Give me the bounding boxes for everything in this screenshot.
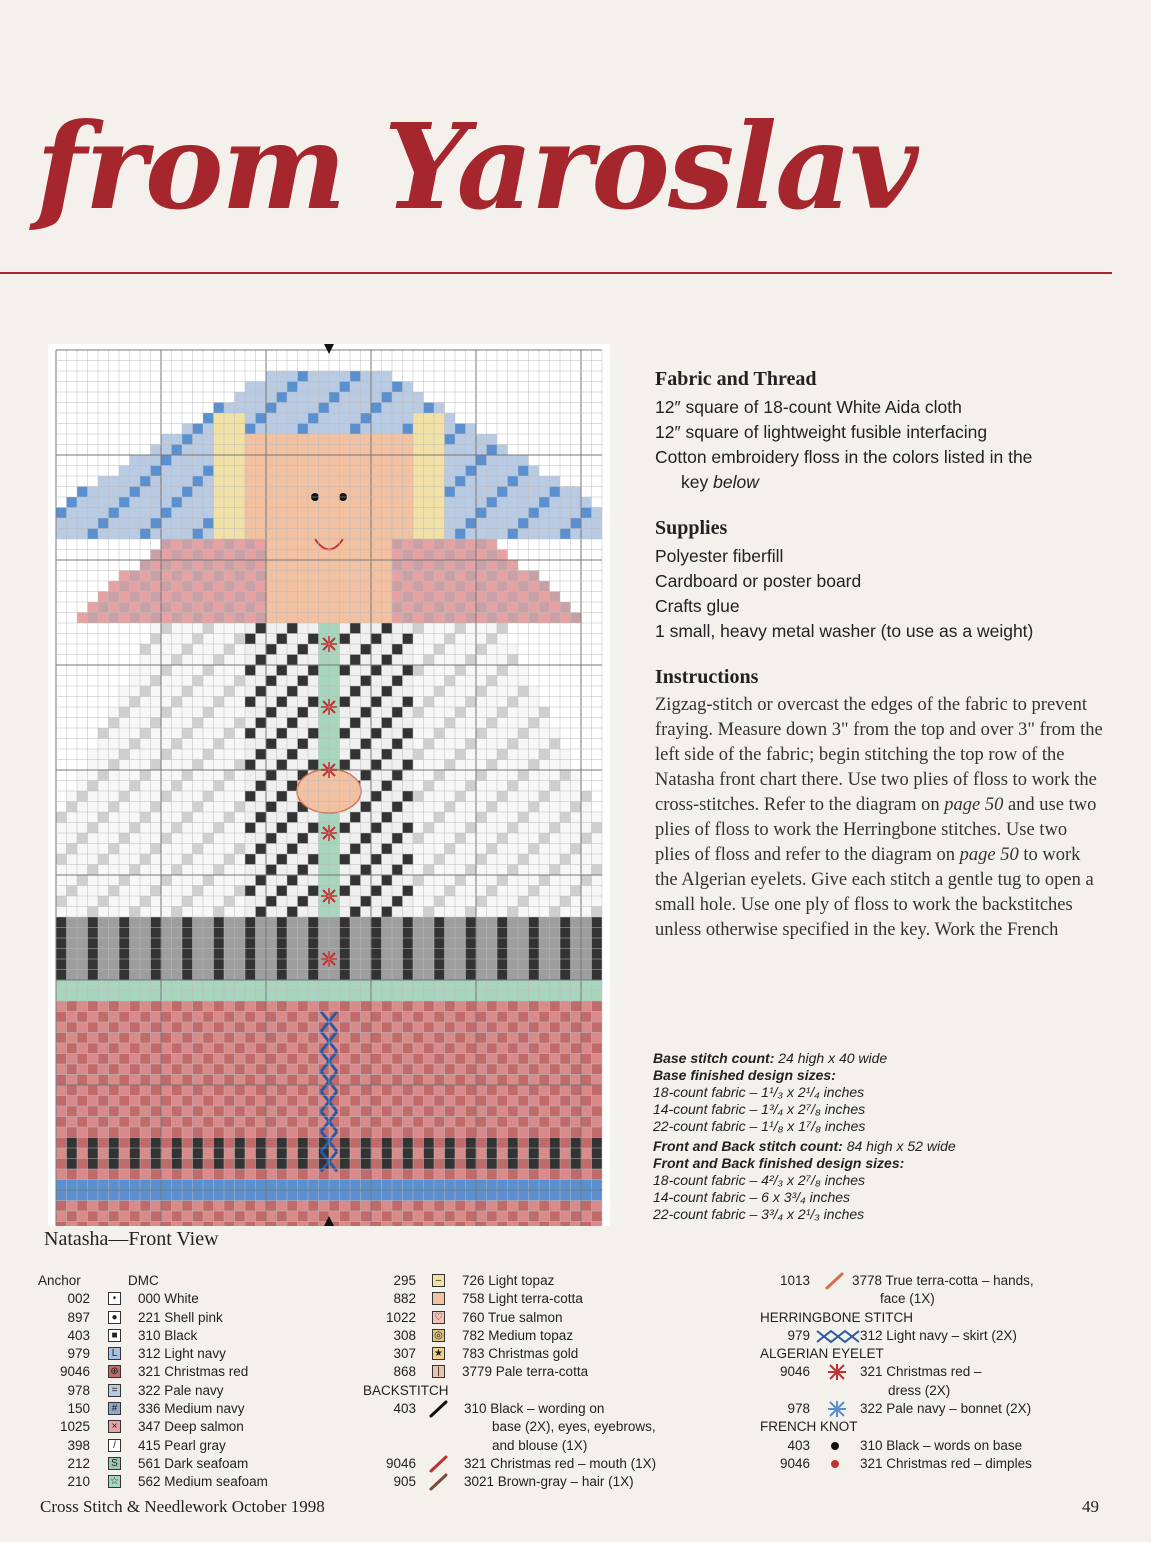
key-row: face (1X) xyxy=(880,1291,935,1307)
supplies-heading: Supplies xyxy=(655,517,728,539)
list-item: 12″ square of lightweight fusible interfacing xyxy=(655,422,988,442)
key-column-2 xyxy=(350,1272,710,1492)
key-row: 212 S 561 Dark seafoam xyxy=(67,1455,249,1471)
floss-symbol-icon: ◎ xyxy=(432,1329,445,1342)
fabric-list xyxy=(655,395,1105,495)
key-column-1 xyxy=(38,1272,338,1492)
footer-publication: Cross Stitch & Needlework October 1998 xyxy=(40,1497,325,1516)
key-row: 210 ☆ 562 Medium seafoam xyxy=(67,1474,268,1490)
backstitch-symbol-icon xyxy=(428,1400,450,1418)
instructions-heading: Instructions xyxy=(655,666,759,688)
list-item: 12″ square of 18-count White Aida cloth xyxy=(655,397,962,417)
key-row: 979 312 Light navy – skirt (2X) xyxy=(787,1327,1017,1343)
key-row: 882 758 Light terra-cotta xyxy=(393,1291,583,1307)
key-row: 403 310 Black – words on base xyxy=(787,1437,1023,1453)
floss-symbol-icon: ■ xyxy=(108,1329,121,1342)
key-row: 150 # 336 Medium navy xyxy=(67,1401,245,1417)
floss-symbol-icon: ☆ xyxy=(108,1475,121,1488)
title-rule xyxy=(0,272,1112,274)
chart-caption: Natasha—Front View xyxy=(44,1228,219,1250)
page-reference: page 50 xyxy=(944,795,1004,815)
fabric-heading: Fabric and Thread xyxy=(655,368,817,390)
french-knot-icon xyxy=(831,1442,839,1450)
list-item: Polyester fiberfill xyxy=(655,546,784,566)
algerian-eyelet-icon xyxy=(826,1400,848,1418)
key-row: 002 • 000 White xyxy=(67,1291,199,1307)
floss-symbol-icon: | xyxy=(432,1365,445,1378)
key-row: 1013 3778 True terra-cotta – hands, xyxy=(779,1273,1034,1288)
key-header-dmc: DMC xyxy=(128,1273,159,1288)
page-number: 49 xyxy=(1082,1497,1099,1516)
key-row: 905 3021 Brown-gray – hair (1X) xyxy=(393,1474,634,1490)
floss-symbol-icon: / xyxy=(108,1439,121,1452)
key-row: 9046 321 Christmas red – dimples xyxy=(779,1455,1032,1471)
key-row: 1022 ♡ 760 True salmon xyxy=(385,1309,563,1325)
list-item: Crafts glue xyxy=(655,596,740,616)
floss-symbol-icon: – xyxy=(432,1274,445,1287)
key-row: 403 ■ 310 Black xyxy=(67,1327,198,1343)
floss-symbol-icon: × xyxy=(108,1420,121,1433)
list-item: Cardboard or poster board xyxy=(655,571,862,591)
key-row: 978 = 322 Pale navy xyxy=(67,1382,224,1398)
key-row: 9046 ⊕ 321 Christmas red xyxy=(59,1364,249,1380)
floss-symbol-icon: # xyxy=(108,1402,121,1415)
key-row: 307 ★ 783 Christmas gold xyxy=(393,1346,579,1362)
key-row: 897 ● 221 Shell pink xyxy=(67,1309,223,1325)
key-header-algerian: ALGERIAN EYELET xyxy=(760,1346,884,1362)
list-item: 1 small, heavy metal washer (to use as a weight) xyxy=(655,621,1034,641)
key-row: 1025 × 347 Deep salmon xyxy=(59,1419,244,1435)
cross-stitch-chart xyxy=(48,344,610,1226)
key-row: 295 – 726 Light topaz xyxy=(393,1273,555,1288)
backstitch-symbol-icon xyxy=(824,1272,846,1290)
floss-symbol-icon: • xyxy=(108,1292,121,1305)
floss-symbol-icon: = xyxy=(108,1384,121,1397)
floss-symbol-icon: ⊕ xyxy=(108,1365,121,1378)
backstitch-symbol-icon xyxy=(428,1455,450,1473)
key-header-french-knot: FRENCH KNOT xyxy=(760,1419,858,1435)
key-row: and blouse (1X) xyxy=(492,1437,588,1453)
key-row: dress (2X) xyxy=(888,1382,951,1398)
key-header-backstitch: BACKSTITCH xyxy=(363,1382,449,1398)
key-row: 978 322 Pale navy – bonnet (2X) xyxy=(787,1401,1032,1417)
instructions-text: Zigzag-stitch or overcast the edges of the fabric to prevent fraying. Measure down 3" from the top and over 3" from the left side of the fabric; begin stitching the top row of the Natasha front chart there. Use two plies of floss to work the cross-stitches. Refer to the diagram on page 50 and use two plies of floss to work the Herringbone stitches. Use two plies of floss and refer to the diagram on page 50 to work the Algerian eyelets. Give each stitch a gentle tug to open a small hole. Use one ply of floss to work the backstitches unless otherwise specified in the key. Work the French xyxy=(655,695,1103,940)
key-row: 9046 321 Christmas red – mouth (1X) xyxy=(385,1455,657,1471)
floss-symbol-icon: ★ xyxy=(432,1347,445,1360)
key-row: 398 / 415 Pearl gray xyxy=(67,1437,226,1453)
french-knot-icon xyxy=(831,1460,839,1468)
page-title: from Yaroslav xyxy=(36,97,917,236)
backstitch-symbol-icon xyxy=(428,1473,450,1491)
key-row: 979 L 312 Light navy xyxy=(67,1346,226,1362)
herringbone-symbol-icon xyxy=(815,1328,861,1344)
algerian-eyelet-icon xyxy=(826,1363,848,1381)
key-header-anchor: Anchor xyxy=(38,1273,81,1288)
floss-symbol-icon xyxy=(432,1292,445,1305)
key-row: 9046 321 Christmas red – xyxy=(779,1364,982,1380)
page-reference: page 50 xyxy=(959,845,1019,865)
key-row: 308 ◎ 782 Medium topaz xyxy=(393,1327,574,1343)
list-item: Cotton embroidery floss in the colors listed in the xyxy=(655,447,1033,467)
list-item: key below xyxy=(681,472,759,492)
floss-symbol-icon: ♡ xyxy=(432,1311,445,1324)
materials-panel xyxy=(655,368,1105,943)
chart-graphic xyxy=(48,344,610,1226)
key-row: 403 310 Black – wording on xyxy=(393,1401,605,1417)
supplies-list xyxy=(655,544,1105,644)
stitch-counts: Base stitch count: 24 high x 40 wide Base finished design sizes: 18-count fabric – 1¹/₃ x 2¹/₄ inches 14-count fabric – 1³/₄ x 2⁷/₈ inches 22-count fabric – 1¹/₈ x 1⁷/₈ inches Front and Back stitch count: 84 high x 52 wide Front and Back finished design sizes: 18-count fabric – 4²/₃ x 2⁷/₈ inches 14-count fabric – 6 x 3³/₄ inches 22-count fabric – 3³/₄ x 2¹/₃ inches xyxy=(653,1050,956,1222)
key-row: base (2X), eyes, eyebrows, xyxy=(492,1419,656,1435)
floss-symbol-icon: S xyxy=(108,1457,121,1470)
key-column-3 xyxy=(760,1272,1100,1473)
key-row: 868 | 3779 Pale terra-cotta xyxy=(393,1364,589,1380)
key-header-herringbone: HERRINGBONE STITCH xyxy=(760,1309,914,1325)
floss-symbol-icon: ● xyxy=(108,1311,121,1324)
floss-symbol-icon: L xyxy=(108,1347,121,1360)
